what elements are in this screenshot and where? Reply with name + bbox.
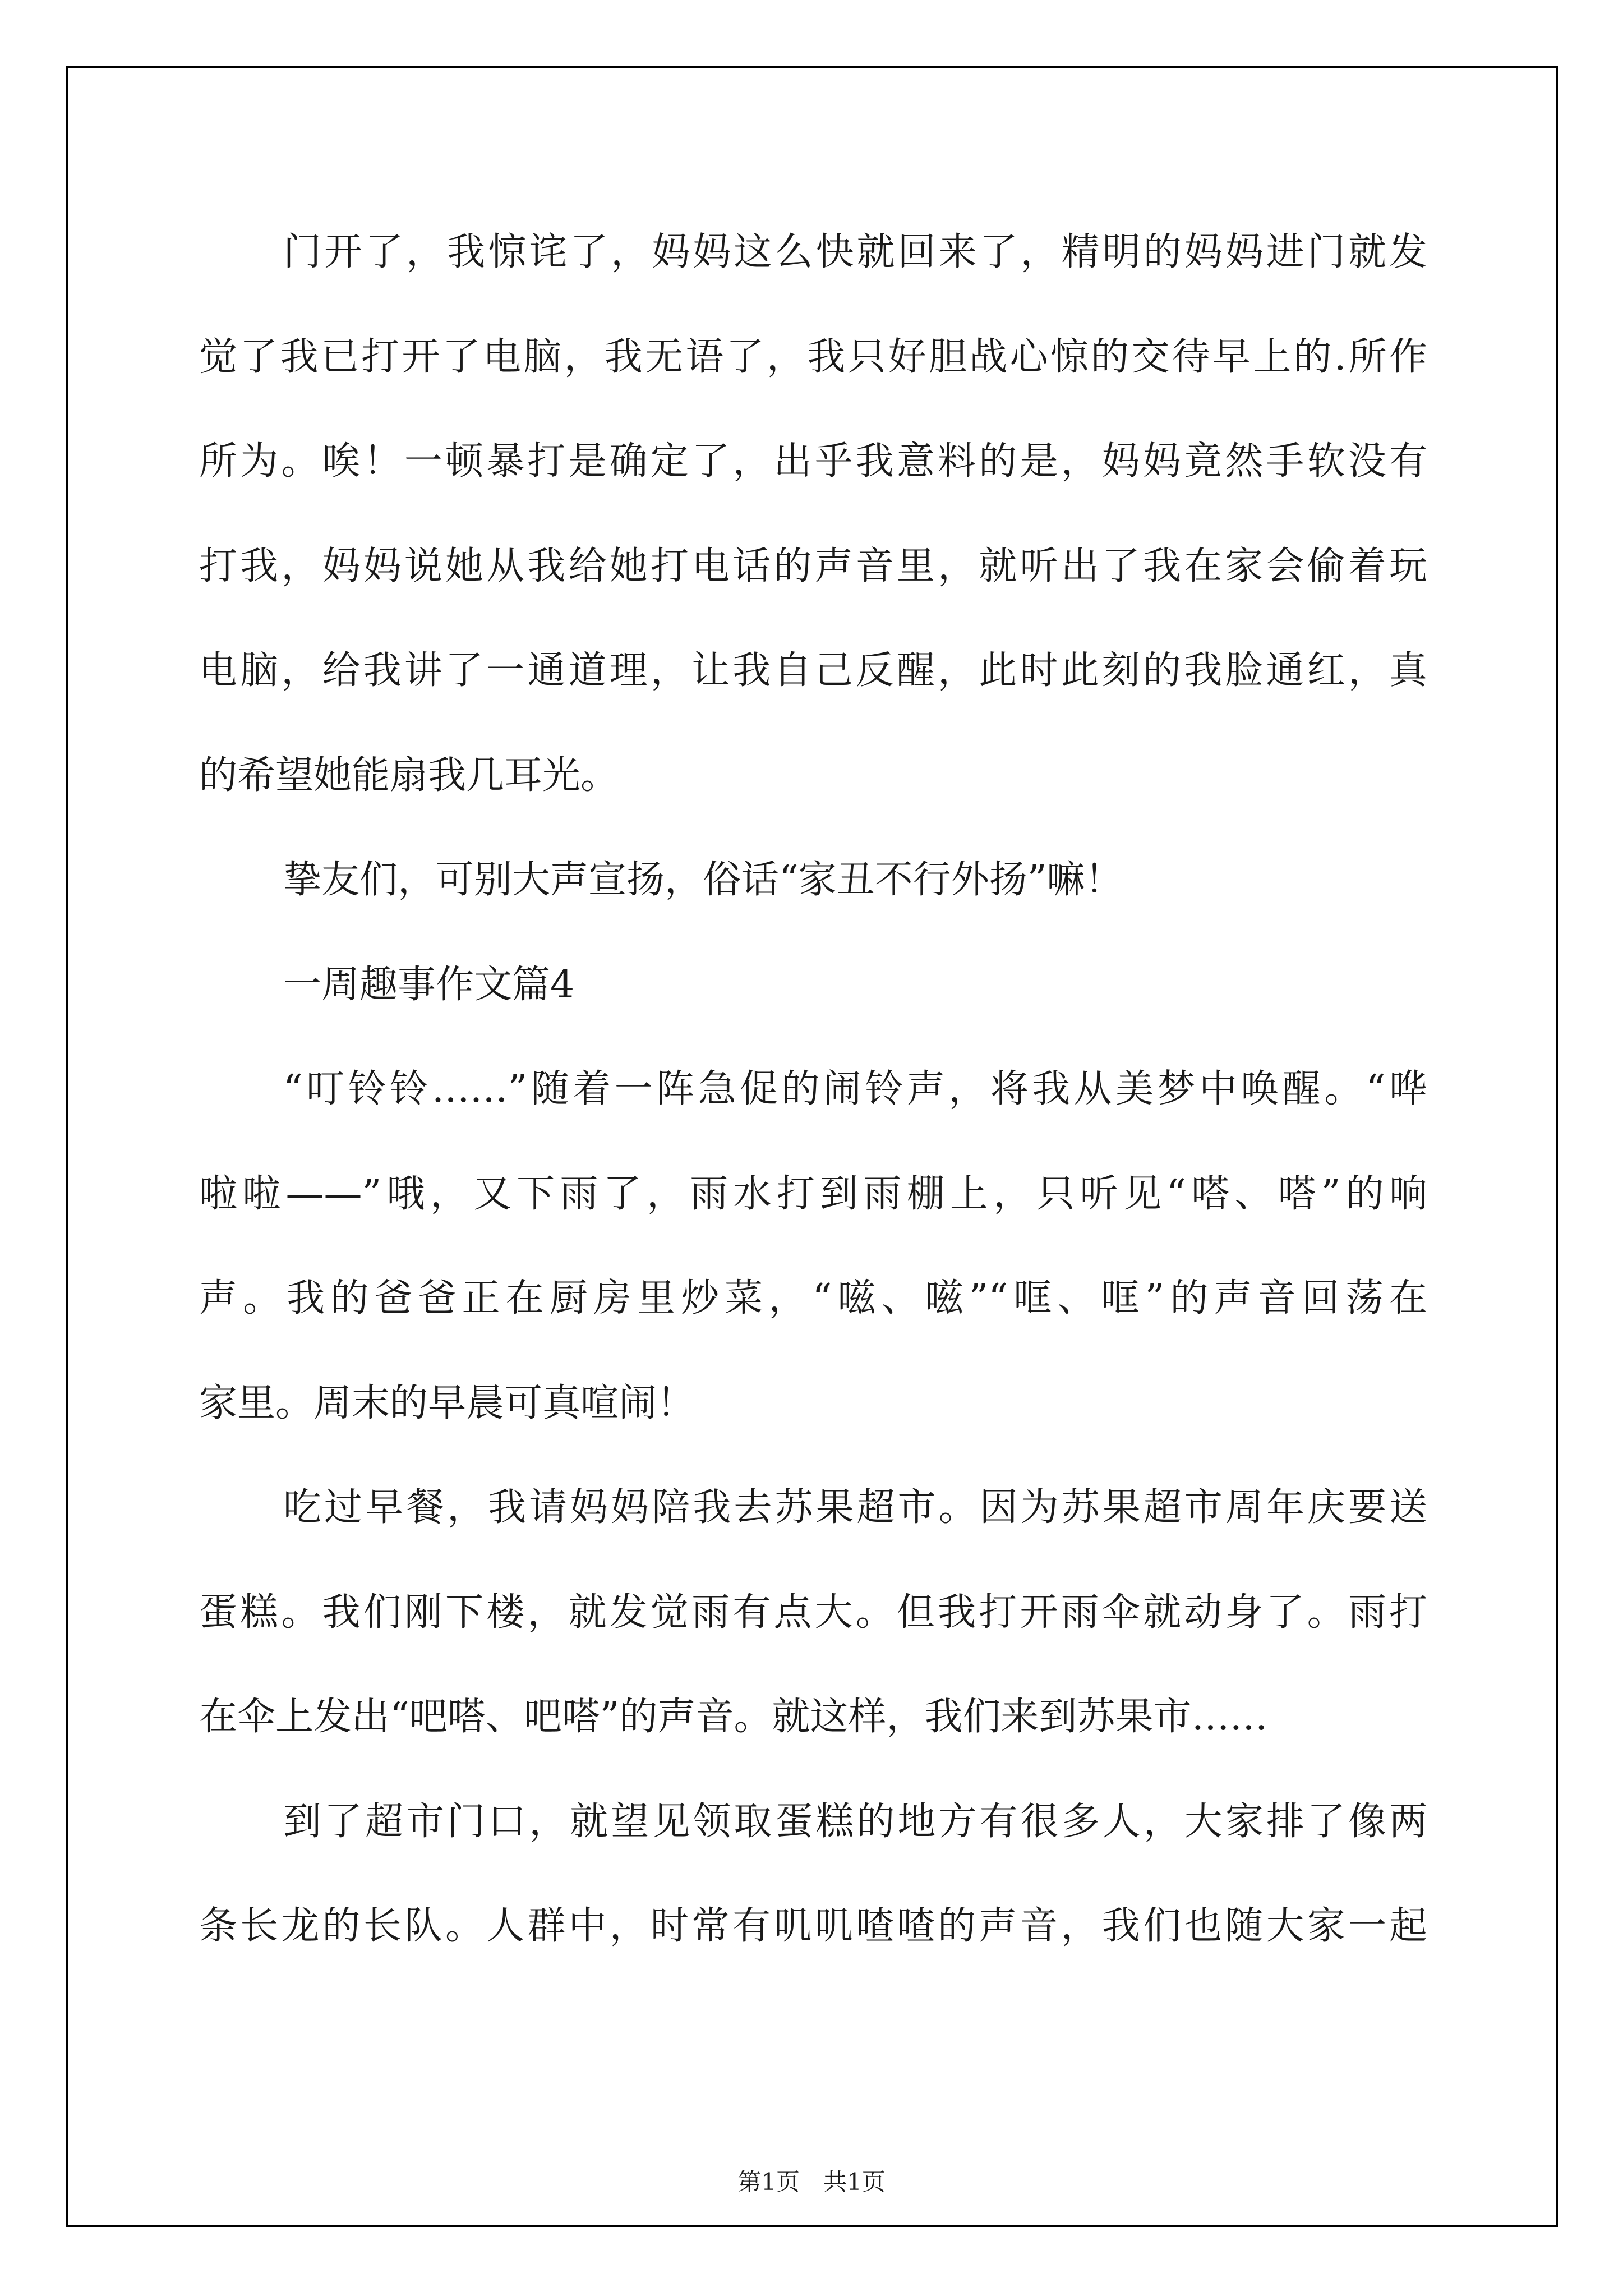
text-line: 门开了，我惊诧了，妈妈这么快就回来了，精明的妈妈进门就发 [283,230,1427,274]
text-line: 声。我的爸爸正在厨房里炒菜，“嗞、嗞”“哐、哐”的声音回荡在 [199,1276,1427,1320]
text-line: 条长龙的长队。人群中，时常有叽叽喳喳的声音，我们也随大家一起 [199,1904,1427,1948]
text-line: 的希望她能扇我几耳光。 [199,753,619,798]
text-line: 打我，妈妈说她从我给她打电话的声音里，就听出了我在家会偷着玩 [199,544,1427,588]
text-line: 家里。周末的早晨可真喧闹！ [199,1381,695,1425]
text-line: 觉了我已打开了电脑，我无语了，我只好胆战心惊的交待早上的.所作 [199,334,1427,379]
section-heading: 一周趣事作文篇4 [283,962,575,1007]
text-line: 啦啦——”哦，又下雨了，雨水打到雨棚上，只听见“嗒、嗒”的响 [199,1171,1427,1216]
text-line: 在伞上发出“吧嗒、吧嗒”的声音。就这样，我们来到苏果市…… [199,1695,1268,1739]
text-line: “叮铃铃……”随着一阵急促的闹铃声，将我从美梦中唤醒。“哗 [283,1067,1427,1111]
text-line: 吃过早餐，我请妈妈陪我去苏果超市。因为苏果超市周年庆要送 [283,1485,1427,1530]
text-line: 所为。唉！一顿暴打是确定了，出乎我意料的是，妈妈竟然手软没有 [199,439,1427,484]
page-number-footer: 第1页 共1页 [737,2168,886,2196]
text-line: 挚友们，可别大声宣扬，俗话“家丑不行外扬”嘛！ [283,858,1123,902]
text-line: 电脑，给我讲了一通道理，让我自己反醒，此时此刻的我脸通红，真 [199,648,1427,693]
text-line: 到了超市门口，就望见领取蛋糕的地方有很多人，大家排了像两 [283,1799,1427,1844]
document-body [199,224,1427,2003]
text-line: 蛋糕。我们刚下楼，就发觉雨有点大。但我打开雨伞就动身了。雨打 [199,1590,1427,1635]
